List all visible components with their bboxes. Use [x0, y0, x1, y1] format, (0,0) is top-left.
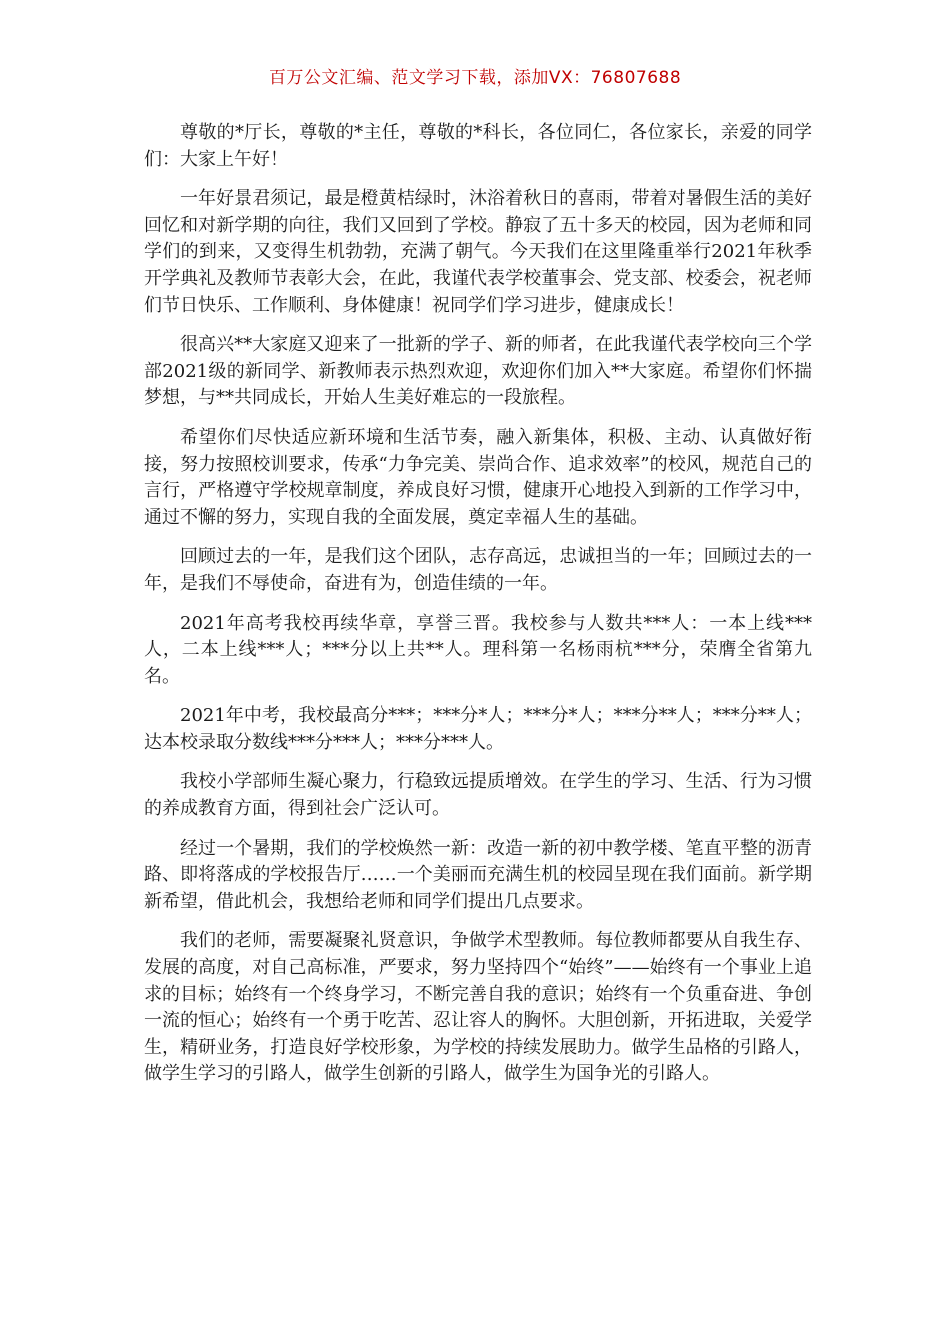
paragraph-campus: 经过一个暑期，我们的学校焕然一新：改造一新的初中教学楼、笔直平整的沥青路、即将落成的学校报告厅……一个美丽而充满生机的校园呈现在我们面前。新学期新希望，借此机会，我想给老师和同学们提出几点要求。: [144, 837, 812, 912]
paragraph-opening: 一年好景君须记，最是橙黄桔绿时，沐浴着秋日的喜雨，带着对暑假生活的美好回忆和对新学期的向往，我们又回到了学校。静寂了五十多天的校园，因为老师和同学们的到来，又变得生机勃勃，充满了朝气。今天我们在这里隆重举行2021年秋季开学典礼及教师节表彰大会，在此，我谨代表学校董事会、党支部、校委会，祝老师们节日快乐、工作顺利、身体健康！祝同学们学习进步，健康成长！: [144, 188, 812, 316]
paragraph-welcome: 很高兴**大家庭又迎来了一批新的学子、新的师者，在此我谨代表学校向三个学部2021级的新同学、新教师表示热烈欢迎，欢迎你们加入**大家庭。希望你们怀揣梦想，与**共同成长，开始人生美好难忘的一段旅程。: [144, 334, 812, 409]
paragraph-teachers: 我们的老师，需要凝聚礼贤意识，争做学术型教师。每位教师都要从自我生存、发展的高度，对自己高标准，严要求，努力坚持四个“始终”——始终有一个事业上追求的目标；始终有一个终身学习，不断完善自我的意识；始终有一个负重奋进、争创一流的恒心；始终有一个勇于吃苦、忍让容人的胸怀。大胆创新，开拓进取，关爱学生，精研业务，打造良好学校形象，为学校的持续发展助力。做学生品格的引路人，做学生学习的引路人，做学生创新的引路人，做学生为国争光的引路人。: [144, 930, 812, 1085]
paragraph-greeting: 尊敬的*厅长，尊敬的*主任，尊敬的*科长，各位同仁，各位家长，亲爱的同学们：大家上午好！: [144, 122, 812, 170]
header-banner: 百万公文汇编、范文学习下载，添加VX：76807688: [268, 68, 682, 88]
paragraph-primary: 我校小学部师生凝心聚力，行稳致远提质增效。在学生的学习、生活、行为习惯的养成教育方面，得到社会广泛认可。: [144, 771, 812, 820]
document-body: [144, 120, 812, 1101]
paragraph-review: 回顾过去的一年，是我们这个团队，志存高远，忠诚担当的一年；回顾过去的一年，是我们不辱使命，奋进有为，创造佳绩的一年。: [144, 546, 812, 594]
paragraph-zhongkao: 2021年中考，我校最高分***；***分*人；***分*人；***分**人；***分**人；达本校录取分数线***分***人；***分***人。: [144, 705, 812, 753]
paragraph-hopes: 希望你们尽快适应新环境和生活节奏，融入新集体，积极、主动、认真做好衔接，努力按照校训要求，传承“力争完美、崇尚合作、追求效率”的校风，规范自己的言行，严格遵守学校规章制度，养成良好习惯，健康开心地投入到新的工作学习中，通过不懈的努力，实现自我的全面发展，奠定幸福人生的基础。: [144, 426, 812, 528]
paragraph-gaokao: 2021年高考我校再续华章，享誉三晋。我校参与人数共***人：一本上线***人，二本上线***人；***分以上共**人。理科第一名杨雨杭***分，荣膺全省第九名。: [144, 612, 812, 687]
